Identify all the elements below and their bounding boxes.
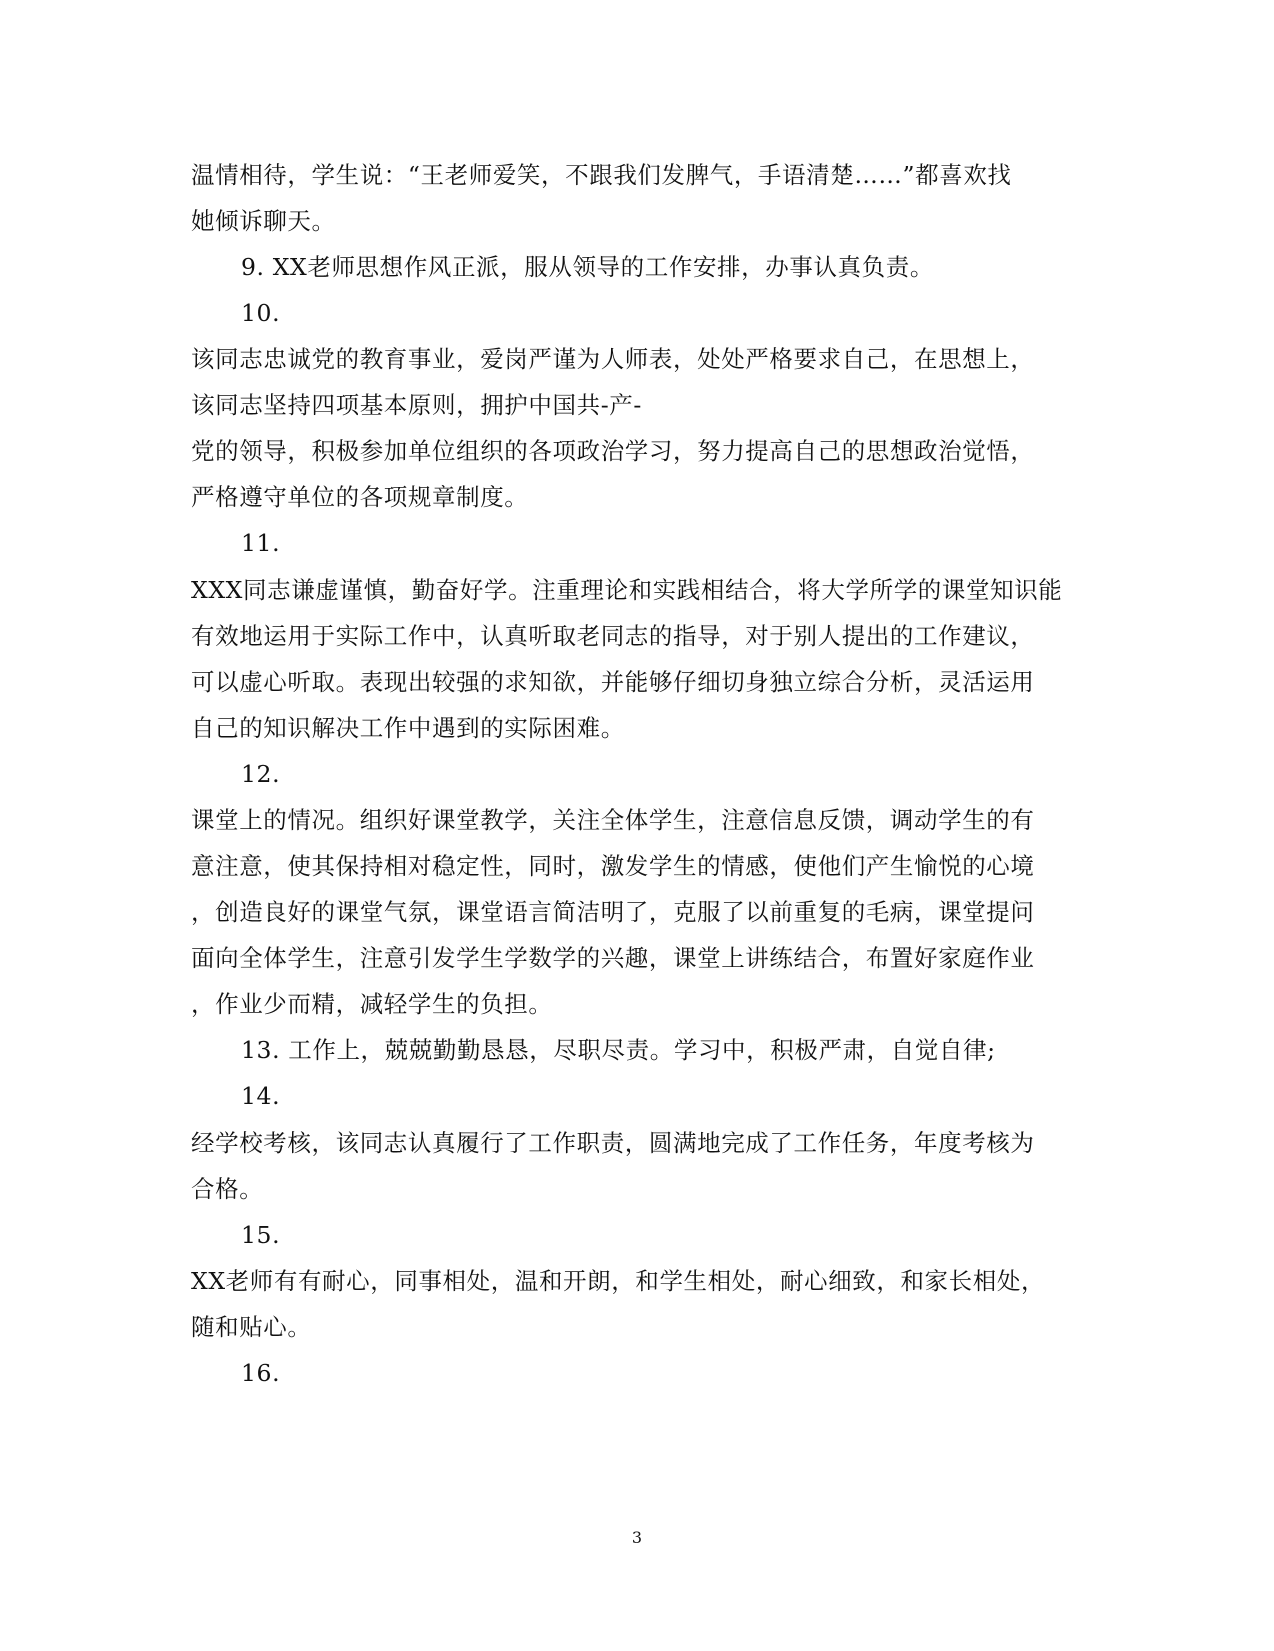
list-item-9: 9. XX老师思想作风正派，服从领导的工作安排，办事认真负责。 [241,253,934,281]
text-line: XXX同志谦虚谨慎，勤奋好学。注重理论和实践相结合，将大学所学的课堂知识能 [191,576,1063,604]
list-item-13: 13. 工作上，兢兢勤勤恳恳，尽职尽责。学习中，积极严肃，自觉自律; [241,1036,996,1064]
list-number-12: 12. [241,760,281,788]
text-line: 该同志坚持四项基本原则，拥护中国共-产- [191,391,642,419]
text-line: 课堂上的情况。组织好课堂教学，关注全体学生，注意信息反馈，调动学生的有 [191,806,1035,834]
text-line: XX老师有有耐心，同事相处，温和开朗，和学生相处，耐心细致，和家长相处， [191,1267,1046,1295]
text-line: 面向全体学生，注意引发学生学数学的兴趣，课堂上讲练结合，布置好家庭作业 [191,944,1035,972]
text-line: 自己的知识解决工作中遇到的实际困难。 [191,714,625,742]
list-number-15: 15. [241,1221,281,1249]
list-number-16: 16. [241,1359,281,1387]
text-line: 合格。 [191,1175,264,1203]
text-line: 严格遵守单位的各项规章制度。 [191,483,529,511]
page-number: 3 [631,1528,643,1547]
list-number-14: 14. [241,1082,281,1110]
text-line: 随和贴心。 [191,1313,312,1341]
text-line: 党的领导，积极参加单位组织的各项政治学习，努力提高自己的思想政治觉悟， [191,437,1035,465]
text-line: 可以虚心听取。表现出较强的求知欲，并能够仔细切身独立综合分析，灵活运用 [191,668,1035,696]
list-number-11: 11. [241,529,281,557]
text-line: 意注意，使其保持相对稳定性，同时，激发学生的情感，使他们产生愉悦的心境 [191,852,1035,880]
text-line: ，作业少而精，减轻学生的负担。 [191,990,553,1018]
text-line: 她倾诉聊天。 [191,207,336,235]
text-line: ，创造良好的课堂气氛，课堂语言简洁明了，克服了以前重复的毛病，课堂提问 [191,898,1035,926]
list-number-10: 10. [241,299,281,327]
text-line: 有效地运用于实际工作中，认真听取老同志的指导，对于别人提出的工作建议， [191,622,1035,650]
text-line: 温情相待，学生说：“王老师爱笑，不跟我们发脾气，手语清楚……”都喜欢找 [191,161,1012,189]
text-line: 该同志忠诚党的教育事业，爱岗严谨为人师表，处处严格要求自己，在思想上， [191,345,1035,373]
text-line: 经学校考核，该同志认真履行了工作职责，圆满地完成了工作任务，年度考核为 [191,1129,1035,1157]
